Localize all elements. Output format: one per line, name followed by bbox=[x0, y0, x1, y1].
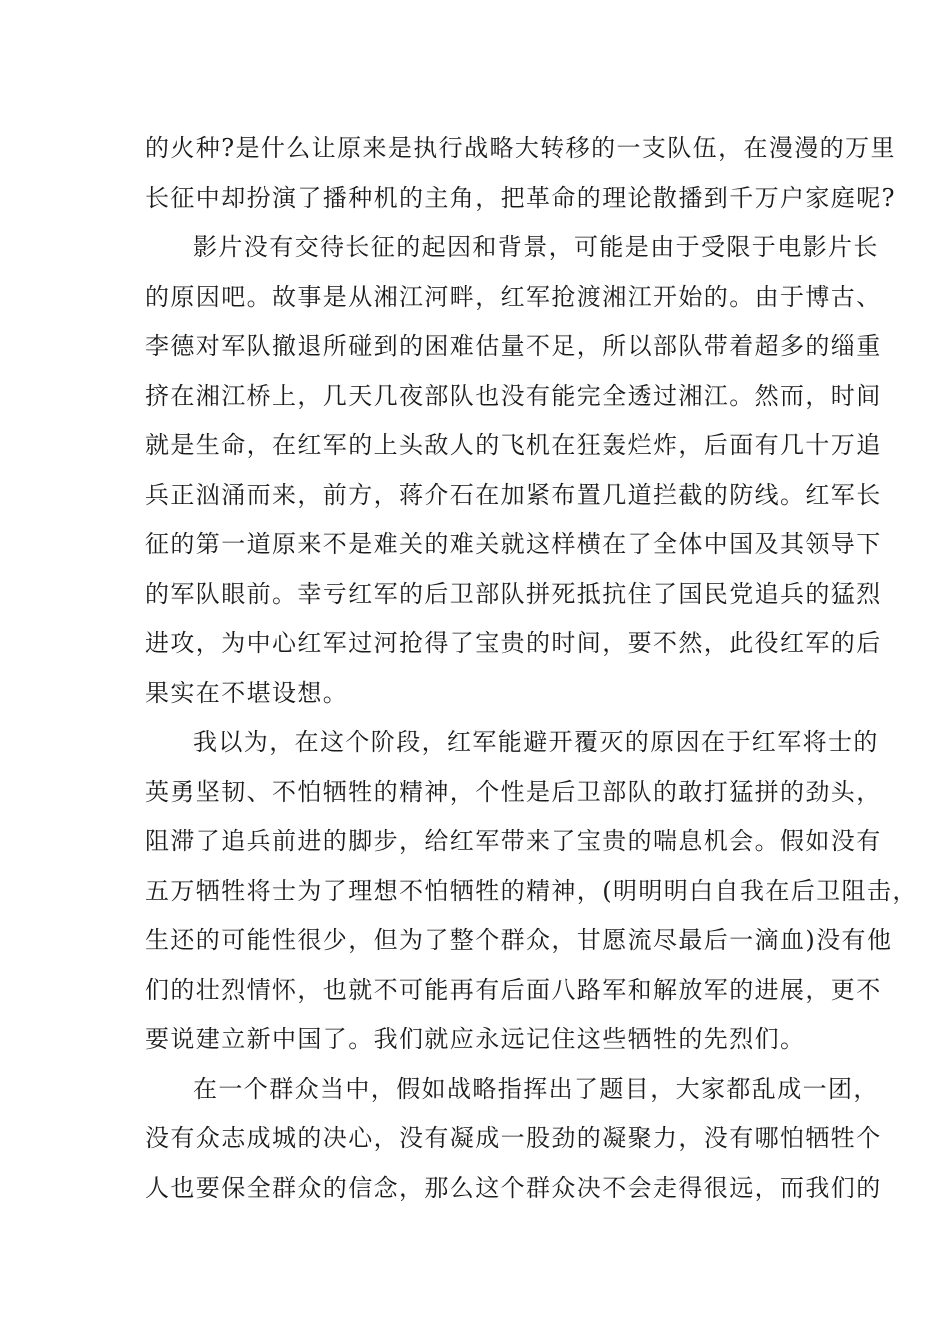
paragraph-start-line: 影片没有交待长征的起因和背景，可能是由于受限于电影片长 bbox=[193, 233, 879, 261]
text-line: 的原因吧。故事是从湘江河畔，红军抢渡湘江开始的。由于博古、 bbox=[145, 282, 882, 311]
text-line: 人也要保全群众的信念，那么这个群众决不会走得很远，而我们的 bbox=[145, 1173, 882, 1202]
text-line: 进攻，为中心红军过河抢得了宝贵的时间，要不然，此役红军的后 bbox=[145, 629, 882, 657]
text-line: 们的壮烈情怀，也就不可能再有后面八路军和解放军的进展，更不 bbox=[145, 975, 882, 1004]
text-line: 的火种?是什么让原来是执行战略大转移的一支队伍，在漫漫的万里 bbox=[145, 134, 896, 162]
text-line: 五万牺牲将士为了理想不怕牺牲的精神，(明明明白自我在后卫阻击， bbox=[145, 876, 918, 905]
text-line: 生还的可能性很少，但为了整个群众，甘愿流尽最后一滴血)没有他 bbox=[145, 926, 893, 954]
text-line: 征的第一道原来不是难关的难关就这样横在了全体中国及其领导下 bbox=[145, 530, 882, 558]
text-line: 的军队眼前。幸亏红军的后卫部队拼死抵抗住了国民党追兵的猛烈 bbox=[145, 579, 882, 608]
text-line: 果实在不堪设想。 bbox=[145, 678, 349, 707]
text-line: 李德对军队撤退所碰到的困难估量不足，所以部队带着超多的缁重 bbox=[145, 332, 882, 360]
text-line: 英勇坚韧、不怕牺牲的精神，个性是后卫部队的敢打猛拼的劲头， bbox=[145, 777, 882, 806]
text-line: 长征中却扮演了播种机的主角，把革命的理论散播到千万户家庭呢? bbox=[145, 183, 896, 212]
text-line: 没有众志成城的决心，没有凝成一股劲的凝聚力，没有哪怕牺牲个 bbox=[145, 1124, 882, 1152]
text-line: 挤在湘江桥上，几天几夜部队也没有能完全透过湘江。然而，时间 bbox=[145, 381, 882, 410]
paragraph-start-line: 我以为，在这个阶段，红军能避开覆灭的原因在于红军将士的 bbox=[193, 728, 879, 756]
document-body bbox=[145, 124, 918, 1213]
text-line: 阻滞了追兵前进的脚步，给红军带来了宝贵的喘息机会。假如没有 bbox=[145, 827, 882, 855]
text-line: 就是生命，在红军的上头敌人的飞机在狂轰烂炸，后面有几十万追 bbox=[145, 431, 882, 459]
paragraph-start-line: 在一个群众当中，假如战略指挥出了题目，大家都乱成一团， bbox=[193, 1074, 879, 1103]
text-line: 兵正汹涌而来，前方，蒋介石在加紧布置几道拦截的防线。红军长 bbox=[145, 480, 882, 509]
text-line: 要说建立新中国了。我们就应永远记住这些牺牲的先烈们。 bbox=[145, 1025, 806, 1053]
